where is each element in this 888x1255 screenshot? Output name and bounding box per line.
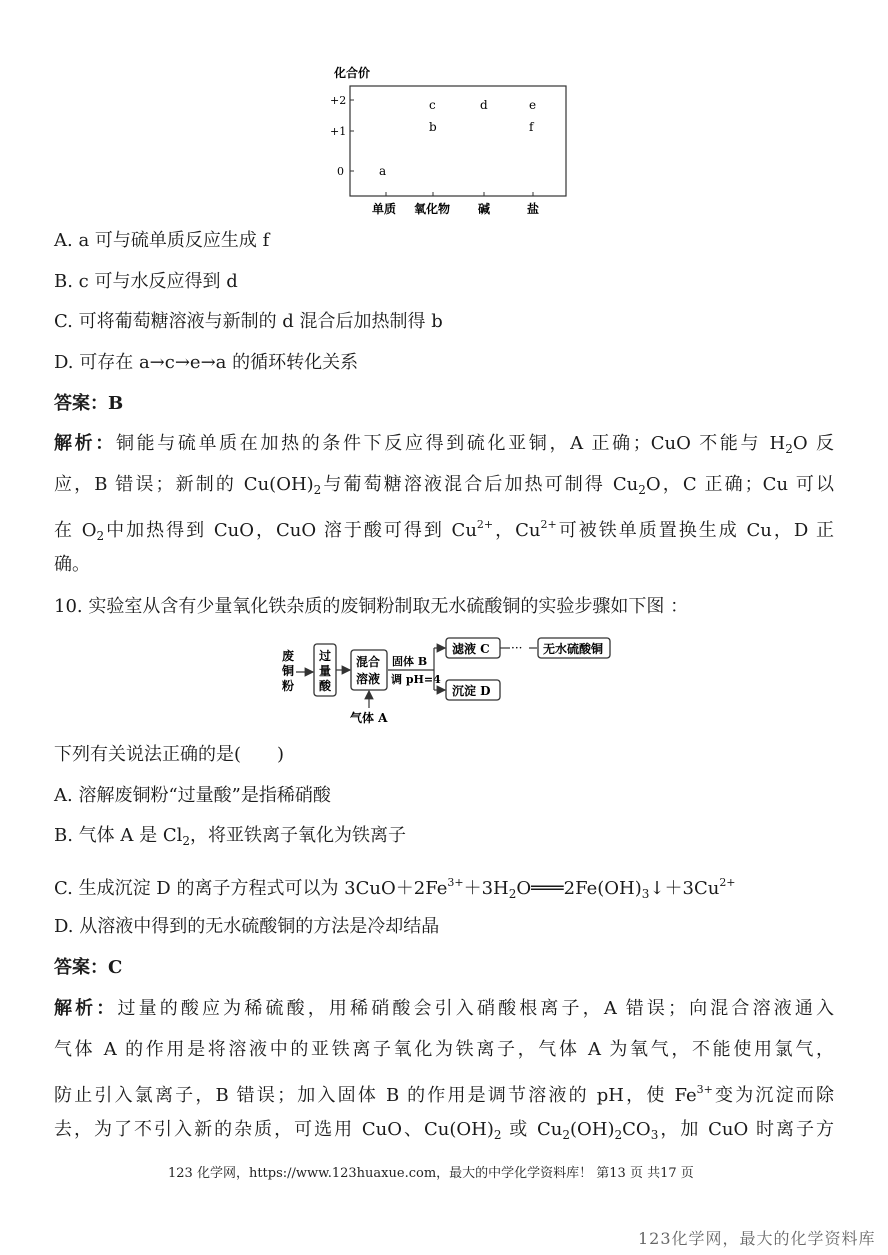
flow-acid-char: 量 (319, 664, 332, 678)
y-tick-label: 0 (337, 165, 344, 178)
text-run: ↓＋3Cu (649, 878, 720, 899)
subscript: 3 (641, 887, 650, 901)
flow-product: 无水硫酸铜 (543, 642, 604, 656)
text-run: ，Cu (493, 520, 541, 541)
q9-explanation-line-2 (54, 472, 834, 503)
answer-value: B (108, 393, 124, 414)
point-f: f (529, 120, 534, 134)
superscript: 2+ (476, 518, 494, 531)
chart-y-title: 化合价 (334, 66, 371, 80)
q10-stem: 10. 实验室从含有少量氧化铁杂质的废铜粉制取无水硫酸铜的实验步骤如下图 ： (54, 596, 689, 617)
subscript: 2 (785, 442, 793, 456)
explanation-label: 解析： (54, 433, 116, 454)
flow-filtrate-c: 滤液 C (452, 642, 490, 656)
subscript: 2 (182, 834, 191, 848)
flow-gas-a: 气体 A (350, 711, 388, 725)
q9-option-a: A. a 可与硫单质反应生成 f (54, 230, 270, 251)
flow-start-char: 废 (282, 649, 295, 663)
subscript: 2 (562, 1128, 571, 1142)
flow-acid-char: 过 (319, 649, 332, 663)
superscript: 2+ (719, 876, 736, 889)
flow-acid-char: 酸 (319, 679, 332, 693)
text-run: O═══2Fe(OH) (516, 878, 642, 899)
text-run: 铜能与硫单质在加热的条件下反应得到硫化亚铜，A 正确；CuO 不能与 H (115, 433, 786, 454)
flow-dots: ··· (511, 641, 523, 655)
q10-question: 下列有关说法正确的是( ) (54, 744, 285, 765)
q9-explanation-line-1 (54, 431, 834, 462)
point-e: e (529, 98, 537, 112)
text-run: ，加 CuO 时离子方 (658, 1119, 834, 1140)
q9-option-d: D. 可存在 a→c→e→a 的循环转化关系 (54, 352, 359, 373)
site-watermark: 123化学网，最大的化学资料库 (638, 1229, 876, 1248)
q10-explanation-line-1 (54, 996, 834, 1022)
x-label-elemental: 单质 (372, 202, 397, 216)
subscript: 3 (650, 1128, 659, 1142)
text-run: 去，为了不引入新的杂质，可选用 CuO、Cu(OH) (54, 1119, 494, 1140)
superscript: 3+ (696, 1083, 713, 1096)
subscript: 2 (508, 887, 517, 901)
subscript: 2 (313, 483, 322, 497)
q10-option-a: A. 溶解废铜粉“过量酸”是指稀硝酸 (54, 785, 331, 806)
point-c: c (429, 98, 436, 112)
point-b: b (429, 120, 437, 134)
superscript: 2+ (540, 518, 557, 531)
text-run: 防止引入氯离子，B 错误；加入固体 B 的作用是调节溶液的 pH，使 Fe (54, 1085, 697, 1106)
flow-solid-b: 固体 B (392, 655, 428, 668)
answer-label: 答案： (54, 393, 108, 414)
x-label-base: 碱 (478, 202, 491, 216)
flow-start-char: 铜 (282, 664, 295, 678)
subscript: 2 (96, 529, 105, 543)
q10-explanation-line-2: 气体 A 的作用是将溶液中的亚铁离子氧化为铁离子，气体 A 为氧气，不能使用氯气， (54, 1039, 834, 1060)
flow-mixture-label: 混合 (356, 655, 381, 669)
flow-mixture-label: 溶液 (356, 672, 381, 686)
text-run: (OH) (570, 1119, 615, 1140)
flow-ph: 调 pH=4 (391, 673, 441, 686)
flow-precipitate-d: 沉淀 D (452, 684, 491, 698)
subscript: 2 (493, 1128, 502, 1142)
point-a: a (379, 164, 387, 178)
text-run: O，C 正确；Cu 可以 (645, 474, 834, 495)
text-run: 与葡萄糖溶液混合后加热可制得 Cu (321, 474, 639, 495)
valence-chart (320, 62, 580, 222)
q9-option-b: B. c 可与水反应得到 d (54, 271, 238, 292)
y-tick-label: +2 (330, 94, 347, 107)
q10-explanation-line-4 (54, 1117, 834, 1148)
text-run: 在 O (54, 520, 97, 541)
process-flow-diagram (278, 632, 618, 728)
q10-option-d: D. 从溶液中得到的无水硫酸铜的方法是冷却结晶 (54, 916, 440, 937)
answer-value: C (108, 957, 123, 978)
flow-start-char: 粉 (282, 679, 295, 693)
subscript: 2 (638, 483, 646, 497)
x-label-salt: 盐 (527, 202, 540, 216)
text-run: CO (622, 1119, 651, 1140)
text-run: O 反 (792, 433, 834, 454)
answer-label: 答案： (54, 957, 108, 978)
subscript: 2 (614, 1128, 623, 1142)
text-run: 可被铁单质置换生成 Cu，D 正 (556, 520, 834, 541)
y-tick-label: +1 (330, 125, 347, 138)
point-d: d (480, 98, 488, 112)
q9-option-c: C. 可将葡萄糖溶液与新制的 d 混合后加热制得 b (54, 311, 443, 332)
q10-option-c (54, 870, 736, 907)
q9-explanation-line-4: 确。 (54, 554, 90, 575)
text-run: ＋3H (463, 878, 509, 899)
text-run: 过量的酸应为稀硫酸，用稀硝酸会引入硝酸根离子，A 错误；向混合溶液通入 (117, 998, 835, 1019)
q10-option-b (54, 823, 406, 854)
text-run: 或 Cu (501, 1119, 563, 1140)
text-run: C. 生成沉淀 D 的离子方程式可以为 3CuO＋2Fe (54, 878, 448, 899)
q10-answer (54, 955, 122, 981)
explanation-label: 解析： (54, 998, 118, 1019)
text-run: B. 气体 A 是 Cl (54, 825, 183, 846)
text-run: 应，B 错误；新制的 Cu(OH) (54, 474, 314, 495)
text-run: 中加热得到 CuO，CuO 溶于酸可得到 Cu (104, 520, 477, 541)
q9-explanation-line-3 (54, 512, 834, 549)
q10-explanation-line-3 (54, 1077, 834, 1109)
superscript: 3+ (447, 876, 464, 889)
q9-answer (54, 391, 123, 417)
text-run: ，将亚铁离子氧化为铁离子 (190, 825, 407, 846)
text-run: 变为沉淀而除 (712, 1085, 834, 1106)
x-label-oxide: 氧化物 (414, 202, 451, 216)
page-footer: 123 化学网，https://www.123huaxue.com，最大的中学化学资料库！ 第13 页 共17 页 (168, 1166, 694, 1181)
